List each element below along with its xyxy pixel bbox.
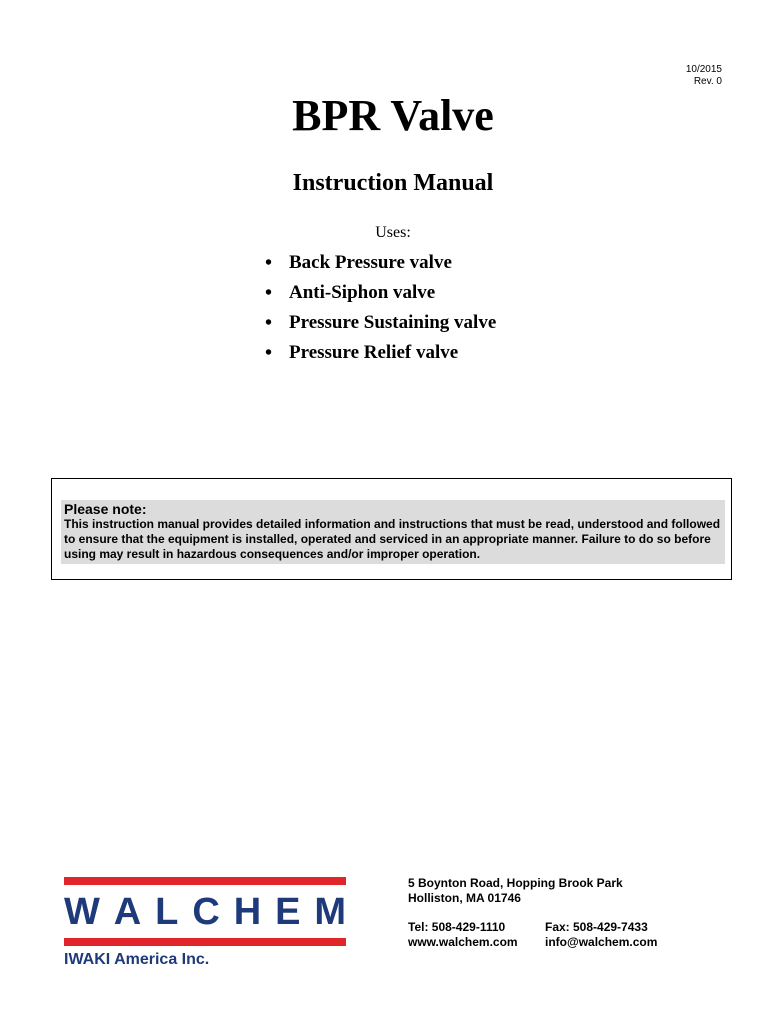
bullet-icon: • [265,282,273,304]
logo-letter: W [64,891,100,933]
logo-top-bar [64,877,346,885]
uses-item-label: Pressure Relief valve [289,342,459,363]
bullet-icon: • [265,252,273,274]
revision-number: Rev. 0 [693,76,722,87]
walchem-logo [64,877,346,970]
uses-item [265,248,496,278]
logo-letter: M [314,891,346,933]
document-subtitle: Instruction Manual [292,170,494,196]
address-line-2: Holliston, MA 01746 [408,891,521,905]
uses-item [265,338,496,368]
contact-block [408,876,657,950]
fax-number: Fax: 508-429-7433 [545,920,648,934]
logo-wordmark [64,889,346,935]
website-link[interactable]: www.walchem.com [408,935,518,949]
note-body: This instruction manual provides detailed information and instructions that must be read, understood and followed to ensure that the equipment is installed, operated and serviced in an appropriate manner. Failure to do so before using may result in hazardous consequences and/or improper operation. [64,517,721,561]
note-heading: Please note: [64,501,147,517]
logo-subtitle: IWAKI America Inc. [64,951,210,968]
bullet-icon: • [265,342,273,364]
revision-block [686,64,722,88]
uses-item-label: Anti-Siphon valve [289,282,436,303]
uses-item-label: Back Pressure valve [289,252,452,273]
email-link[interactable]: info@walchem.com [545,935,658,949]
note-content [61,500,725,564]
bullet-icon: • [265,312,273,334]
uses-label: Uses: [375,224,411,241]
logo-letter: E [275,891,301,933]
logo-bottom-bar [64,938,346,946]
logo-letter: L [155,891,179,933]
note-box [51,478,732,580]
uses-item-label: Pressure Sustaining valve [289,312,497,333]
phone-number: Tel: 508-429-1110 [408,920,506,934]
uses-item [265,278,496,308]
logo-letter: A [113,891,142,933]
address-line-1: 5 Boynton Road, Hopping Brook Park [408,876,623,890]
logo-letter: C [192,891,220,933]
logo-letter: H [233,891,262,933]
revision-date: 10/2015 [685,64,722,75]
uses-list [265,248,496,368]
uses-item [265,308,496,338]
document-title: BPR Valve [292,91,494,140]
